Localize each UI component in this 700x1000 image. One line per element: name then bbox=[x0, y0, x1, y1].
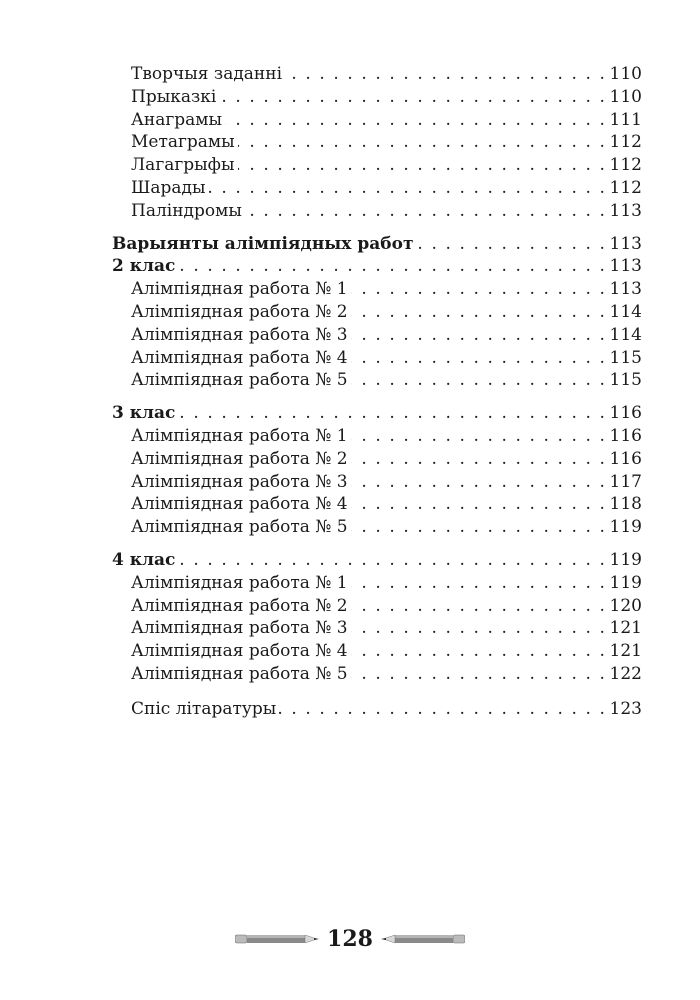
toc-entry[interactable] bbox=[112, 663, 642, 686]
dot-leader bbox=[219, 86, 606, 109]
toc-entry[interactable] bbox=[112, 549, 642, 572]
toc-entry-page: 113 bbox=[609, 233, 642, 254]
toc-section bbox=[112, 549, 642, 686]
toc-entry-title: Спіс літаратуры bbox=[131, 698, 277, 719]
toc-entry[interactable] bbox=[112, 471, 642, 494]
dot-leader bbox=[238, 154, 607, 177]
page-number: 128 bbox=[327, 926, 373, 952]
dot-leader bbox=[351, 595, 607, 618]
toc-entry-page: 119 bbox=[609, 549, 642, 570]
toc-entry[interactable] bbox=[112, 369, 642, 392]
toc-entry-title: Алімпіядная работа № 3 bbox=[131, 324, 348, 345]
toc-entry-title: 3 клас bbox=[112, 403, 176, 424]
toc-entry-page: 116 bbox=[609, 425, 642, 446]
toc-entry-page: 110 bbox=[609, 64, 642, 84]
toc-entry[interactable] bbox=[112, 448, 642, 471]
toc-entry-page: 117 bbox=[609, 471, 642, 492]
page-footer bbox=[0, 926, 700, 952]
pencil-icon bbox=[379, 933, 465, 945]
toc-entry[interactable] bbox=[112, 516, 642, 539]
toc-entry[interactable] bbox=[112, 640, 642, 663]
toc-entry-title: Алімпіядная работа № 5 bbox=[131, 370, 348, 391]
toc-entry[interactable] bbox=[112, 177, 642, 200]
dot-leader bbox=[351, 425, 607, 448]
toc-entry[interactable] bbox=[112, 595, 642, 618]
toc-entry[interactable] bbox=[112, 324, 642, 347]
dot-leader bbox=[178, 402, 606, 425]
toc-entry-page: 119 bbox=[609, 517, 642, 538]
toc-entry-title: Алімпіядная работа № 4 bbox=[131, 347, 348, 368]
dot-leader bbox=[209, 177, 607, 200]
dot-leader bbox=[351, 471, 607, 494]
toc-entry-title: Алімпіядная работа № 5 bbox=[131, 517, 348, 538]
toc-section bbox=[112, 698, 642, 721]
toc-entry-title: 2 клас bbox=[112, 256, 176, 277]
toc-entry[interactable] bbox=[112, 131, 642, 154]
toc-entry-page: 115 bbox=[609, 370, 642, 391]
toc-entry-title: Алімпіядная работа № 5 bbox=[131, 663, 348, 684]
toc-entry-page: 113 bbox=[609, 279, 642, 300]
toc-entry-page: 112 bbox=[609, 132, 642, 153]
toc-entry-page: 110 bbox=[609, 86, 642, 107]
toc-entry[interactable] bbox=[112, 698, 642, 721]
toc-entry[interactable] bbox=[112, 402, 642, 425]
toc-entry[interactable] bbox=[112, 200, 642, 223]
dot-leader bbox=[416, 233, 606, 256]
dot-leader bbox=[351, 640, 607, 663]
toc-entry-title: Метаграмы bbox=[131, 132, 235, 153]
toc-entry[interactable] bbox=[112, 425, 642, 448]
dot-leader bbox=[351, 301, 607, 324]
toc-entry-title: 4 клас bbox=[112, 549, 176, 570]
toc-entry-page: 111 bbox=[609, 109, 642, 130]
toc-entry-title: Алімпіядная работа № 2 bbox=[131, 301, 348, 322]
toc-entry[interactable] bbox=[112, 86, 642, 109]
toc-entry-page: 114 bbox=[609, 324, 642, 345]
toc-entry[interactable] bbox=[112, 278, 642, 301]
dot-leader bbox=[351, 448, 607, 471]
dot-leader bbox=[279, 698, 606, 721]
toc-entry[interactable] bbox=[112, 617, 642, 640]
dot-leader bbox=[351, 516, 607, 539]
toc-entry[interactable] bbox=[112, 301, 642, 324]
toc-entry[interactable] bbox=[112, 154, 642, 177]
pencil-icon bbox=[235, 933, 321, 945]
toc-entry-title: Паліндромы bbox=[131, 200, 242, 221]
toc-entry-title: Алімпіядная работа № 2 bbox=[131, 448, 348, 469]
toc-entry-page: 114 bbox=[609, 301, 642, 322]
toc-entry-page: 120 bbox=[609, 595, 642, 616]
toc-entry-title: Алімпіядная работа № 2 bbox=[131, 595, 348, 616]
toc-entry[interactable] bbox=[112, 347, 642, 370]
table-of-contents bbox=[112, 63, 642, 731]
dot-leader bbox=[351, 663, 607, 686]
dot-leader bbox=[351, 324, 607, 347]
dot-leader bbox=[285, 63, 607, 86]
toc-entry-title: Алімпіядная работа № 1 bbox=[131, 425, 348, 446]
toc-entry-title: Лагагрыфы bbox=[131, 155, 235, 176]
dot-leader bbox=[351, 493, 607, 516]
toc-entry[interactable] bbox=[112, 572, 642, 595]
toc-entry[interactable] bbox=[112, 63, 642, 86]
toc-entry-page: 115 bbox=[609, 347, 642, 368]
toc-entry-title: Алімпіядная работа № 1 bbox=[131, 279, 348, 300]
toc-entry-title: Алімпіядная работа № 4 bbox=[131, 641, 348, 662]
toc-entry[interactable] bbox=[112, 109, 642, 132]
dot-leader bbox=[351, 572, 607, 595]
toc-entry[interactable] bbox=[112, 493, 642, 516]
dot-leader bbox=[351, 617, 607, 640]
toc-entry-title: Анаграмы bbox=[131, 109, 223, 130]
toc-entry-page: 116 bbox=[609, 403, 642, 424]
toc-entry[interactable] bbox=[112, 255, 642, 278]
toc-entry-page: 113 bbox=[609, 200, 642, 221]
toc-entry-page: 112 bbox=[609, 177, 642, 198]
toc-section bbox=[112, 233, 642, 393]
toc-entry-page: 118 bbox=[609, 494, 642, 515]
toc-entry-title: Шарады bbox=[131, 177, 206, 198]
toc-entry-page: 122 bbox=[609, 663, 642, 684]
toc-entry-title: Варыянты алімпіядных работ bbox=[112, 233, 414, 254]
toc-entry-page: 116 bbox=[609, 448, 642, 469]
dot-leader bbox=[225, 109, 607, 132]
toc-section bbox=[112, 63, 642, 223]
toc-section bbox=[112, 402, 642, 539]
toc-entry-page: 119 bbox=[609, 572, 642, 593]
dot-leader bbox=[245, 200, 607, 223]
toc-entry-title: Алімпіядная работа № 3 bbox=[131, 618, 348, 639]
toc-entry[interactable] bbox=[112, 233, 642, 256]
dot-leader bbox=[178, 255, 606, 278]
toc-entry-page: 112 bbox=[609, 155, 642, 176]
dot-leader bbox=[178, 549, 606, 572]
toc-entry-page: 113 bbox=[609, 256, 642, 277]
dot-leader bbox=[351, 369, 607, 392]
toc-entry-title: Творчыя заданні bbox=[131, 64, 283, 84]
toc-entry-title: Алімпіядная работа № 3 bbox=[131, 471, 348, 492]
toc-entry-title: Прыказкі bbox=[131, 86, 217, 107]
toc-entry-page: 121 bbox=[609, 641, 642, 662]
dot-leader bbox=[351, 347, 607, 370]
dot-leader bbox=[351, 278, 607, 301]
toc-entry-title: Алімпіядная работа № 1 bbox=[131, 572, 348, 593]
toc-entry-page: 121 bbox=[609, 618, 642, 639]
toc-entry-title: Алімпіядная работа № 4 bbox=[131, 494, 348, 515]
dot-leader bbox=[238, 131, 607, 154]
toc-entry-page: 123 bbox=[609, 698, 642, 719]
